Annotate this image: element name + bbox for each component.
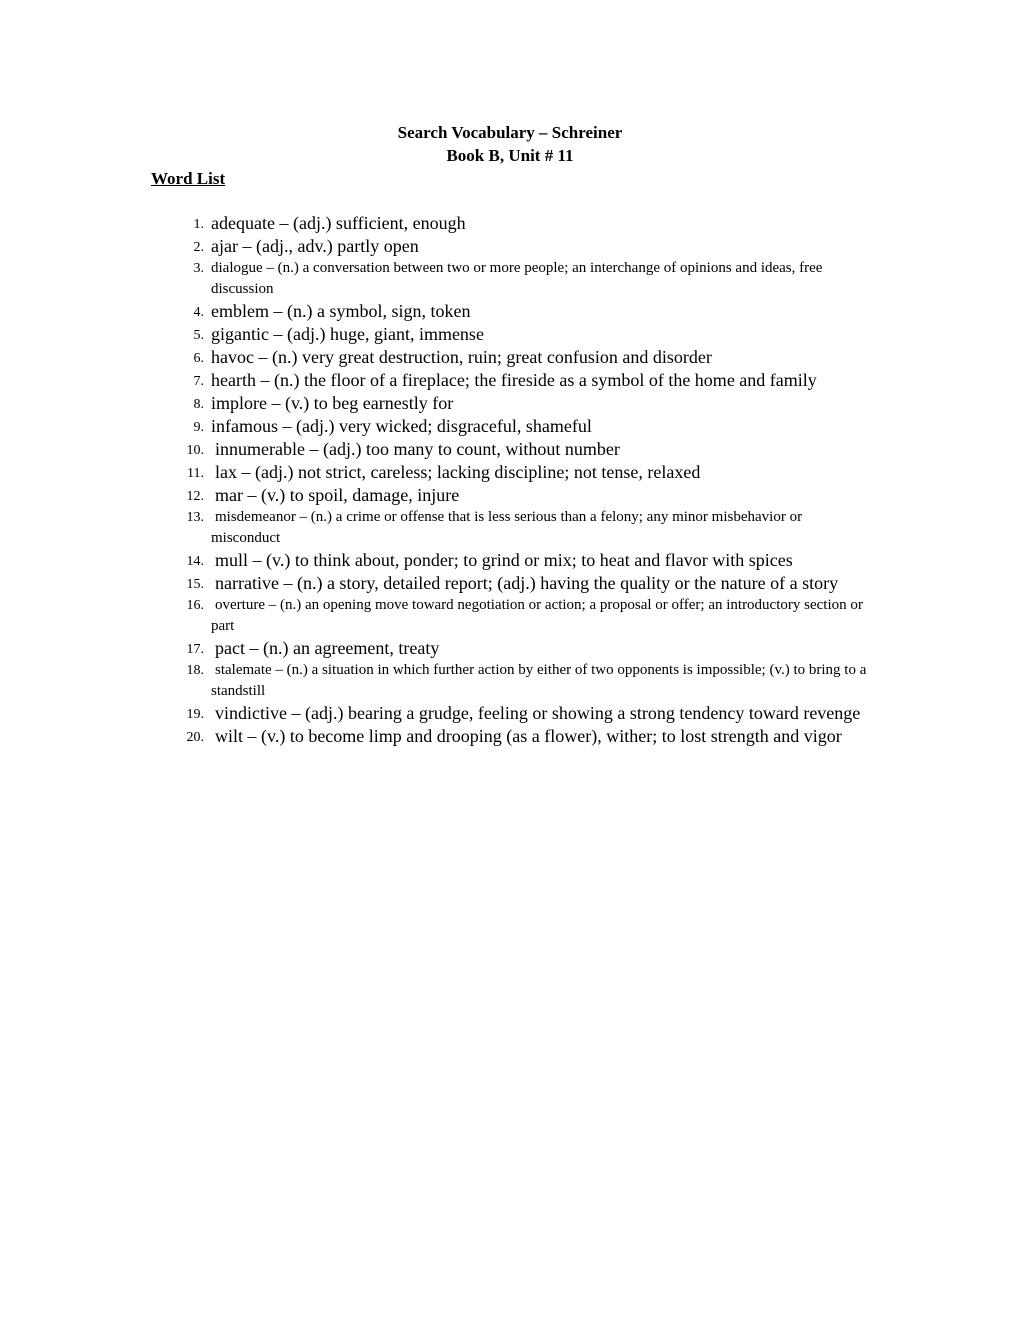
item-definition: pact – (n.) an agreement, treaty — [215, 638, 440, 658]
item-number: 4. — [193, 305, 204, 320]
item-definition: gigantic – (adj.) huge, giant, immense — [211, 324, 484, 344]
document-title: Search Vocabulary – Schreiner — [397, 123, 623, 142]
item-number: 3. — [193, 261, 204, 276]
word-list-item — [0, 702, 871, 725]
word-list-item — [0, 235, 871, 258]
item-definition: lax – (adj.) not strict, careless; lacking discipline; not tense, relaxed — [215, 462, 701, 482]
item-number: 8. — [193, 397, 204, 412]
word-list-item — [0, 725, 871, 748]
word-list-item — [0, 346, 871, 369]
word-list-item — [0, 572, 871, 595]
word-list-item — [0, 415, 871, 438]
word-list-item — [0, 484, 871, 507]
item-definition: wilt – (v.) to become limp and drooping (as a flower), wither; to lost strength and vigor — [215, 726, 842, 746]
item-number: 17. — [186, 642, 204, 657]
word-list-item — [0, 595, 871, 637]
item-number: 13. — [186, 510, 204, 525]
item-number: 20. — [186, 730, 204, 745]
item-number: 9. — [193, 420, 204, 435]
item-definition: implore – (v.) to beg earnestly for — [211, 393, 454, 413]
item-number: 11. — [187, 466, 204, 481]
item-number: 2. — [193, 240, 204, 255]
item-number: 12. — [186, 489, 204, 504]
item-definition: stalemate – (n.) a situation in which further action by either of two opponents is impossible; (v.) to bring to a standstill — [211, 662, 867, 699]
word-list-item — [0, 369, 871, 392]
document-subtitle: Book B, Unit # 11 — [446, 146, 574, 165]
item-definition: vindictive – (adj.) bearing a grudge, feeling or showing a strong tendency toward revenge — [215, 703, 861, 723]
item-number: 5. — [193, 328, 204, 343]
word-list-item — [0, 461, 871, 484]
item-number: 6. — [193, 351, 204, 366]
item-definition: dialogue – (n.) a conversation between two or more people; an interchange of opinions and ideas, free discussion — [211, 260, 823, 297]
item-definition: hearth – (n.) the floor of a fireplace; the fireside as a symbol of the home and family — [211, 370, 817, 390]
item-definition: misdemeanor – (n.) a crime or offense that is less serious than a felony; any minor misbehavior or misconduct — [211, 509, 803, 546]
word-list-item — [0, 323, 871, 346]
word-list-item — [0, 660, 871, 702]
item-number: 7. — [193, 374, 204, 389]
item-definition: mull – (v.) to think about, ponder; to grind or mix; to heat and flavor with spices — [215, 550, 793, 570]
word-list-item — [0, 300, 871, 323]
word-list-item — [0, 212, 871, 235]
item-number: 10. — [186, 443, 204, 458]
item-definition: adequate – (adj.) sufficient, enough — [211, 213, 466, 233]
section-heading-word-list: Word List — [151, 169, 226, 188]
word-list — [0, 212, 1020, 748]
item-definition: overture – (n.) an opening move toward negotiation or action; a proposal or offer; an introductory section or part — [211, 597, 863, 634]
item-number: 14. — [186, 554, 204, 569]
item-definition: ajar – (adj., adv.) partly open — [211, 236, 419, 256]
item-definition: emblem – (n.) a symbol, sign, token — [211, 301, 471, 321]
word-list-item — [0, 507, 871, 549]
item-number: 15. — [186, 577, 204, 592]
item-definition: infamous – (adj.) very wicked; disgraceful, shameful — [211, 416, 592, 436]
item-definition: narrative – (n.) a story, detailed report; (adj.) having the quality or the nature of a story — [215, 573, 839, 593]
word-list-item — [0, 549, 871, 572]
item-definition: innumerable – (adj.) too many to count, without number — [215, 439, 620, 459]
item-number: 18. — [186, 663, 204, 678]
item-number: 1. — [193, 217, 204, 232]
item-definition: havoc – (n.) very great destruction, ruin; great confusion and disorder — [211, 347, 712, 367]
word-list-item — [0, 392, 871, 415]
word-list-item — [0, 637, 871, 660]
item-number: 16. — [186, 598, 204, 613]
item-number: 19. — [186, 707, 204, 722]
word-list-item — [0, 258, 871, 300]
word-list-item — [0, 438, 871, 461]
item-definition: mar – (v.) to spoil, damage, injure — [215, 485, 460, 505]
